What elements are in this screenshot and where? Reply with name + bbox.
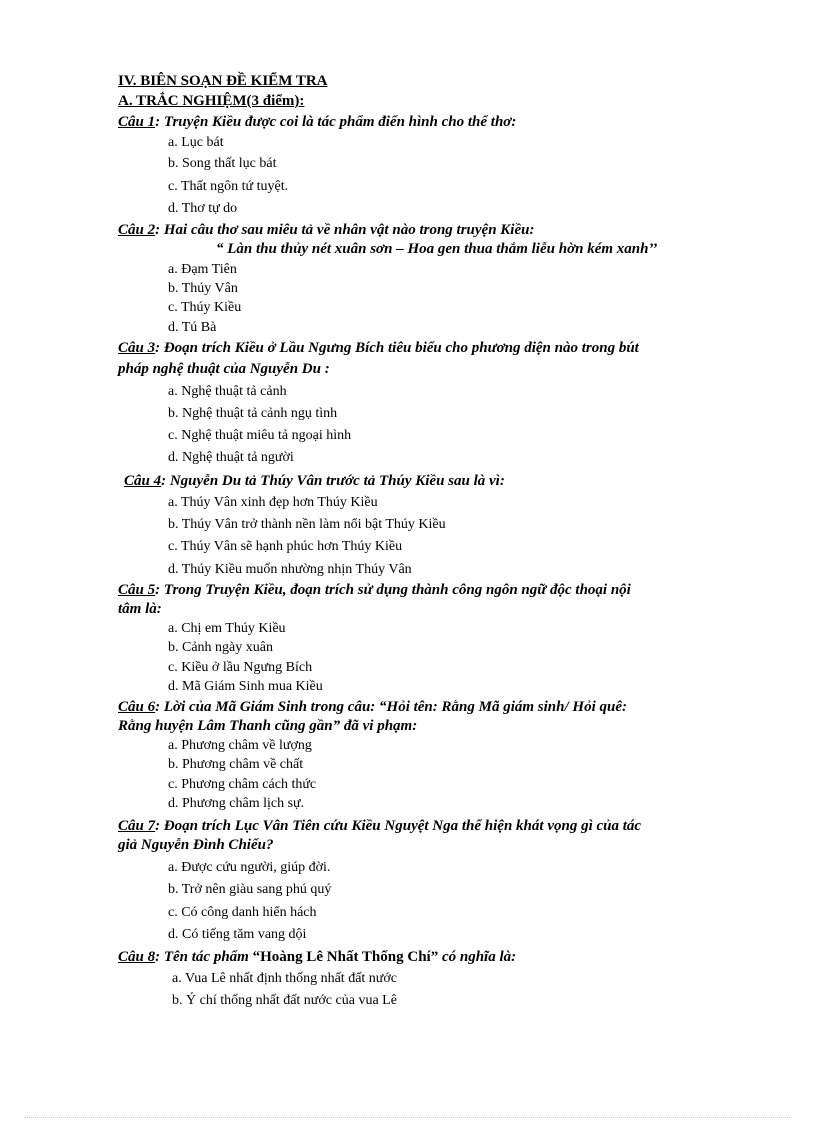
option-4a: a. Thúy Vân xinh đẹp hơn Thúy Kiều [168, 495, 378, 510]
option-1a: a. Lục bát [168, 135, 224, 150]
option-2d: d. Tú Bà [168, 320, 217, 335]
option-2a: a. Đạm Tiên [168, 262, 237, 277]
option-6b: b. Phương châm về chất [168, 757, 304, 772]
option-6a: a. Phương châm về lượng [168, 738, 312, 753]
work-title: “Hoàng Lê Nhất Thống Chí” [252, 949, 439, 965]
section-title [118, 72, 328, 90]
option-8a: a. Vua Lê nhất định thống nhất đất nước [172, 971, 398, 986]
option-3b: b. Nghệ thuật tả cảnh ngụ tình [168, 406, 338, 421]
option-3a: a. Nghệ thuật tả cảnh [168, 384, 287, 399]
option-1c: c. Thất ngôn tứ tuyệt. [168, 179, 289, 194]
question-text: : Truyện Kiều được coi là tác phẩm điển hình cho thể thơ: [155, 114, 517, 130]
question-text: : Đoạn trích Kiều ở Lầu Ngưng Bích tiêu biểu cho phương diện nào trong bút [155, 340, 639, 356]
option-5d: d. Mã Giám Sinh mua Kiều [168, 679, 323, 694]
question-5-continued: tâm là: [118, 601, 162, 617]
option-2c: c. Thúy Kiều [168, 300, 242, 315]
question-text: : Hai câu thơ sau miêu tả về nhân vật nào trong truyện Kiều: [155, 222, 535, 238]
question-number: Câu 1 [118, 114, 156, 130]
option-3d: d. Nghệ thuật tả người [168, 450, 294, 465]
option-1b: b. Song thất lục bát [168, 156, 277, 171]
option-2b: b. Thúy Vân [168, 281, 238, 296]
question-text: : Nguyễn Du tả Thúy Vân trước tả Thúy Kiều sau là vì: [161, 473, 505, 489]
question-text: : Tên tác phẩm [155, 949, 253, 965]
question-8 [118, 948, 516, 966]
option-4d: d. Thúy Kiều muốn nhường nhịn Thúy Vân [168, 562, 412, 577]
question-2 [118, 221, 534, 239]
option-5b: b. Cảnh ngày xuân [168, 640, 273, 655]
option-7d: d. Có tiếng tăm vang dội [168, 927, 307, 942]
page-bottom-rule [24, 1117, 792, 1118]
option-6d: d. Phương châm lịch sự. [168, 796, 305, 811]
option-5a: a. Chị em Thúy Kiều [168, 621, 286, 636]
question-text-end: có nghĩa là: [438, 949, 517, 965]
section-title-text: IV. BIÊN SOẠN ĐỀ KIỂM TRA [118, 73, 328, 89]
option-4b: b. Thúy Vân trở thành nền làm nổi bật Thúy Kiều [168, 517, 446, 532]
option-5c: c. Kiều ở lầu Ngưng Bích [168, 660, 313, 675]
question-text: : Đoạn trích Lục Vân Tiên cứu Kiều Nguyệt Nga thể hiện khát vọng gì của tác [155, 818, 642, 834]
question-4 [124, 472, 505, 490]
question-3-continued: pháp nghệ thuật của Nguyễn Du : [118, 361, 330, 377]
question-text: : Lời của Mã Giám Sinh trong câu: “Hỏi tên: Rằng Mã giám sinh/ Hỏi quê: [155, 699, 627, 715]
part-heading-text: A. TRẮC NGHIỆM(3 điểm): [118, 93, 305, 109]
question-2-quote: “ Làn thu thủy nét xuân sơn – Hoa gen thua thắm liễu hờn kém xanh’’ [216, 241, 658, 257]
option-8b: b. Ý chí thống nhất đất nước của vua Lê [172, 993, 397, 1008]
option-7c: c. Có công danh hiển hách [168, 905, 317, 920]
question-number: Câu 2 [118, 222, 156, 238]
option-7a: a. Được cứu người, giúp đời. [168, 860, 331, 875]
question-6-continued: Rằng huyện Lâm Thanh cũng gần” đã vi phạm: [118, 718, 418, 734]
question-number: Câu 4 [124, 473, 162, 489]
option-6c: c. Phương châm cách thức [168, 777, 317, 792]
question-text: : Trong Truyện Kiều, đoạn trích sử dụng thành công ngôn ngữ độc thoại nội [155, 582, 631, 598]
question-5 [118, 581, 631, 599]
question-7 [118, 817, 641, 835]
question-number: Câu 7 [118, 818, 156, 834]
option-1d: d. Thơ tự do [168, 201, 238, 216]
question-number: Câu 6 [118, 699, 156, 715]
part-heading [118, 92, 304, 110]
question-6 [118, 698, 627, 716]
question-1 [118, 113, 516, 131]
option-4c: c. Thúy Vân sẽ hạnh phúc hơn Thúy Kiều [168, 539, 403, 554]
question-number: Câu 5 [118, 582, 156, 598]
question-3 [118, 339, 639, 357]
question-number: Câu 3 [118, 340, 156, 356]
option-3c: c. Nghệ thuật miêu tả ngoại hình [168, 428, 352, 443]
option-7b: b. Trở nên giàu sang phú quý [168, 882, 332, 897]
question-number: Câu 8 [118, 949, 156, 965]
question-7-continued: giả Nguyễn Đình Chiểu? [118, 837, 274, 853]
